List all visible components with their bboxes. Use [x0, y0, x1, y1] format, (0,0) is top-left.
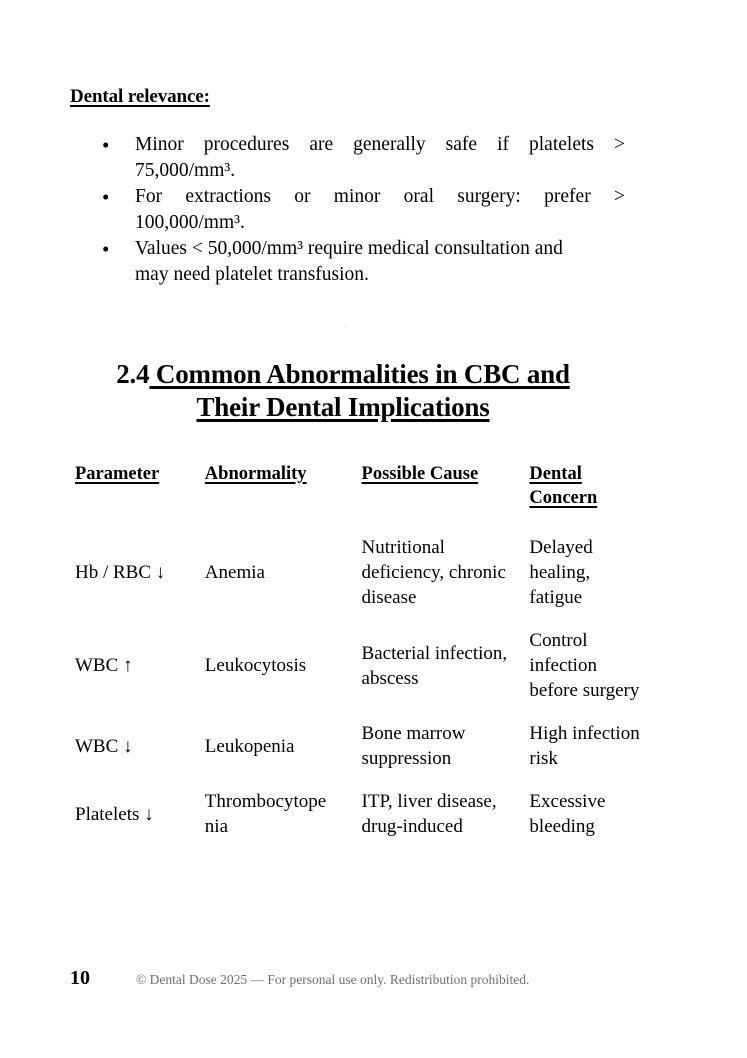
- cell-text: WBC ↑: [75, 655, 133, 676]
- column-header-label: Dental Concern: [529, 464, 598, 508]
- table-row: [63, 619, 643, 712]
- list-item-text: [135, 184, 625, 236]
- cell-dental-concern: [518, 619, 643, 712]
- dental-relevance-subheading: Dental relevance:: [70, 86, 210, 107]
- table-header-cell-possible-cause: [350, 462, 519, 526]
- stray-artifact-mark: .: [344, 319, 347, 331]
- bullet-icon: •: [102, 133, 110, 157]
- cell-text: WBC ↓: [75, 735, 133, 757]
- cell-text: Bone marrow suppression: [361, 723, 466, 769]
- cell-text: Control infection before surgery: [529, 630, 640, 701]
- table-header-row: [63, 462, 643, 526]
- cell-text: Leukocytosis: [204, 655, 307, 676]
- cell-text: Bacterial infection, abscess: [361, 642, 508, 689]
- footer-copyright-note: © Dental Dose 2025 — For personal use only. Redistribution prohibited.: [136, 972, 530, 987]
- cell-parameter: [63, 526, 193, 619]
- table-header: [63, 462, 643, 526]
- cell-possible-cause: [350, 712, 519, 780]
- list-item: [98, 184, 625, 236]
- cell-text: Excessive bleeding: [529, 791, 606, 837]
- cell-parameter: [63, 619, 193, 712]
- page-title: [63, 358, 623, 424]
- table-row: [63, 526, 643, 619]
- cell-possible-cause: [350, 526, 519, 619]
- list-item-line: 75,000/mm³.: [135, 160, 236, 181]
- cell-possible-cause: [350, 780, 519, 848]
- cell-possible-cause: [350, 619, 519, 712]
- cell-dental-concern: [518, 712, 643, 780]
- list-item-line: Values < 50,000/mm³ require medical consultation and: [135, 238, 563, 259]
- page-title-line-2: Their Dental Implications: [196, 392, 490, 422]
- cell-text: High infection risk: [529, 723, 640, 769]
- table-row: [63, 780, 643, 848]
- cell-text: Thrombocytope nia: [204, 791, 327, 837]
- dental-relevance-bullet-list: [98, 132, 625, 288]
- table-body: [63, 526, 643, 848]
- column-header-label: Parameter: [75, 464, 160, 484]
- list-item-line: may need platelet transfusion.: [135, 264, 369, 285]
- cbc-abnormalities-table: [63, 462, 643, 848]
- list-item-line: 100,000/mm³.: [135, 212, 245, 233]
- list-item: [98, 236, 625, 288]
- cell-parameter: [63, 712, 193, 780]
- cell-abnormality: [193, 526, 350, 619]
- column-header-label: Abnormality: [204, 464, 307, 484]
- bullet-icon: •: [102, 237, 110, 261]
- bullet-icon: •: [102, 185, 110, 209]
- list-item-text: [135, 236, 625, 288]
- table-header-cell-abnormality: [193, 462, 350, 526]
- cell-text: ITP, liver disease, drug-induced: [361, 791, 497, 837]
- cell-abnormality: [193, 712, 350, 780]
- cell-dental-concern: [518, 526, 643, 619]
- table-header-cell-parameter: [63, 462, 193, 526]
- cell-text: Delayed healing, fatigue: [529, 537, 593, 608]
- table-row: [63, 712, 643, 780]
- list-item-line: For extractions or minor oral surgery: prefer >: [135, 186, 625, 207]
- page-title-line-1: Common Abnormalities in CBC and: [149, 359, 570, 389]
- list-item-line: Minor procedures are generally safe if platelets >: [135, 134, 625, 155]
- column-header-label: Possible Cause: [361, 464, 479, 484]
- page-number: 10: [70, 967, 90, 989]
- table-header-cell-dental-concern: [518, 462, 643, 526]
- cell-text: Nutritional deficiency, chronic disease: [361, 537, 506, 608]
- cell-text: Platelets ↓: [75, 803, 154, 825]
- cell-abnormality: [193, 619, 350, 712]
- cell-dental-concern: [518, 780, 643, 848]
- cell-abnormality: [193, 780, 350, 848]
- cell-text: Anemia: [204, 562, 265, 583]
- cell-parameter: [63, 780, 193, 848]
- list-item: [98, 132, 625, 184]
- cell-text: Hb / RBC ↓: [75, 562, 166, 583]
- list-item-text: [135, 132, 625, 184]
- cell-text: Leukopenia: [204, 735, 295, 757]
- page-title-number: 2.4: [116, 359, 150, 389]
